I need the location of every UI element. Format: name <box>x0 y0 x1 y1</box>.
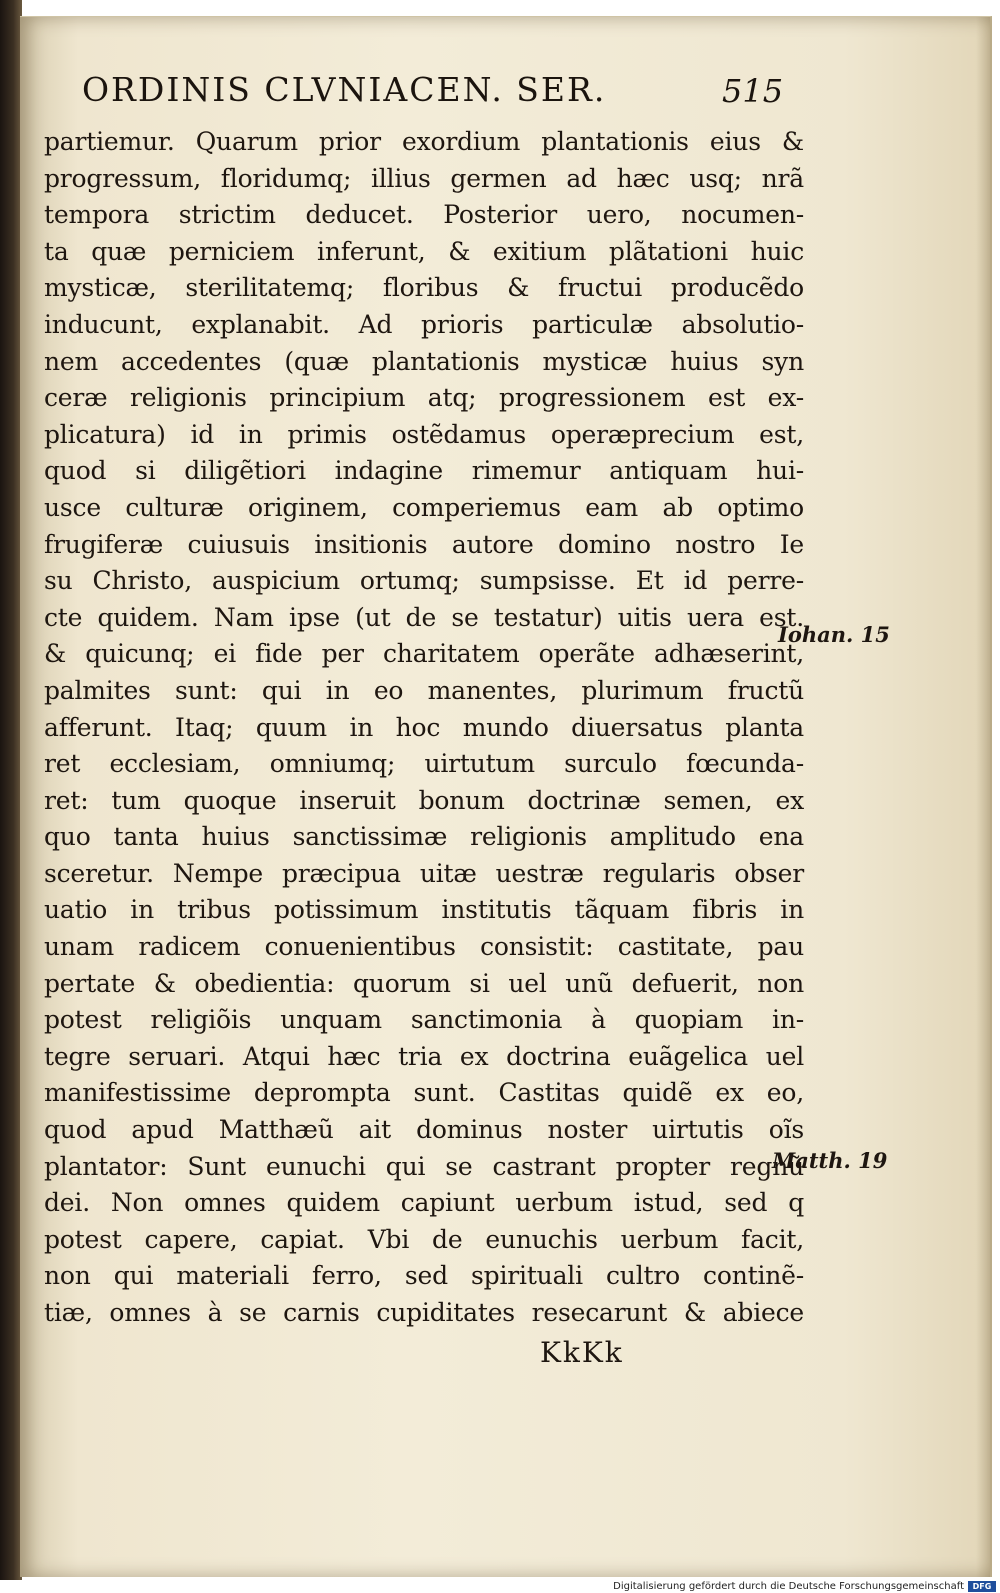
text-line: ceræ religionis principium atq; progressionem est ex- <box>44 383 804 413</box>
dfg-logo: DFG <box>968 1581 996 1592</box>
text-line: su Christo, auspicium ortumq; sumpsisse. Et id perre- <box>44 566 804 596</box>
page-edge-shadow <box>976 17 990 1577</box>
text-line: unam radicem conuenientibus consistit: castitate, pau <box>44 932 804 962</box>
marginal-note-matthew: Matth. 19 <box>772 1148 888 1173</box>
text-line: & quicunq; ei fide per charitatem operãte adhæserint, <box>44 639 804 669</box>
text-line: partiemur. Quarum prior exordium plantationis eius & <box>44 127 804 156</box>
text-line: mysticæ, sterilitatemq; floribus & fructui producẽdo <box>44 273 804 303</box>
text-line: cte quidem. Nam ipse (ut de se testatur) uitis uera est. <box>44 602 804 632</box>
page-number: 515 <box>722 72 784 110</box>
text-line: nem accedentes (quæ plantationis mysticæ huius syn <box>44 346 804 376</box>
text-line: non qui materiali ferro, sed spirituali cultro continẽ- <box>44 1261 804 1291</box>
text-line: afferunt. Itaq; quum in hoc mundo diuersatus planta <box>44 712 804 742</box>
text-line: uatio in tribus potissimum institutis tãquam fibris in <box>44 895 804 925</box>
text-line: ret ecclesiam, omniumq; uirtutum surculo fœcunda- <box>44 749 804 779</box>
marginal-note-john: Iohan. 15 <box>778 622 890 647</box>
text-line: inducunt, explanabit. Ad prioris particulæ absolutio- <box>44 309 804 339</box>
text-line: potest capere, capiat. Vbi de eunuchis uerbum facit, <box>44 1224 804 1254</box>
text-line: sceretur. Nempe præcipua uitæ uestræ regularis obser <box>44 858 804 888</box>
text-line: quo tanta huius sanctissimæ religionis amplitudo ena <box>44 822 804 852</box>
text-line: plicatura) id in primis ostẽdamus operæprecium est, <box>44 419 804 449</box>
funding-credit: Digitalisierung gefördert durch die Deutsche Forschungsgemeinschaft <box>613 1581 964 1592</box>
text-line: quod si diligẽtiori indagine rimemur antiquam hui- <box>44 456 804 486</box>
body-text-block <box>44 124 804 1332</box>
binding-gutter <box>0 0 22 1580</box>
text-line: ret: tum quoque inseruit bonum doctrinæ semen, ex <box>44 785 804 815</box>
text-line: pertate & obedientia: quorum si uel unũ defuerit, non <box>44 968 804 998</box>
text-line: ta quæ perniciem inferunt, & exitium plãtationi huic <box>44 236 804 266</box>
text-line: tempora strictim deducet. Posterior uero, nocumen- <box>44 200 804 230</box>
text-line: quod apud Matthæũ ait dominus noster uirtutis oĩs <box>44 1115 804 1145</box>
text-line: manifestissime deprompta sunt. Castitas quidẽ ex eo, <box>44 1078 804 1108</box>
text-line: dei. Non omnes quidem capiunt uerbum istud, sed q <box>44 1188 804 1218</box>
footer-bar <box>0 1580 1000 1593</box>
text-line: potest religiõis unquam sanctimonia à quopiam in- <box>44 1005 804 1035</box>
text-line: palmites sunt: qui in eo manentes, plurimum fructũ <box>44 675 804 705</box>
signature-mark: KkKk <box>540 1336 624 1369</box>
text-line: frugiferæ cuiusuis insitionis autore domino nostro Ie <box>44 529 804 559</box>
text-line: tegre seruari. Atqui hæc tria ex doctrina euãgelica uel <box>44 1041 804 1071</box>
text-line: usce culturæ originem, comperiemus eam ab optimo <box>44 492 804 522</box>
text-line: plantator: Sunt eunuchi qui se castrant propter regnũ <box>44 1151 804 1181</box>
text-line: tiæ, omnes à se carnis cupiditates resecarunt & abiece <box>44 1298 804 1327</box>
running-title: ORDINIS CLVNIACEN. SER. <box>82 70 607 109</box>
text-line: progressum, floridumq; illius germen ad hæc usq; nrã <box>44 163 804 193</box>
